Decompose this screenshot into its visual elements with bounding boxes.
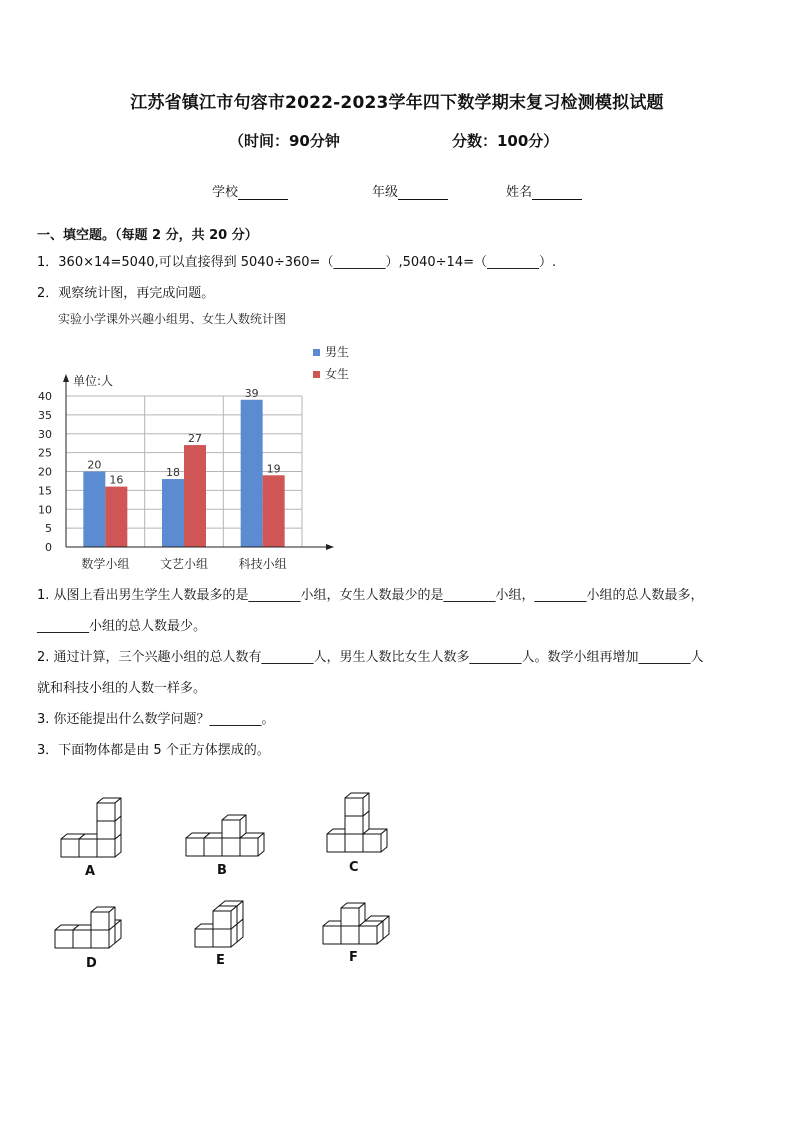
figure-label: B [217, 863, 227, 878]
chart-unit-label: 单位:人 [73, 374, 114, 388]
y-tick-label: 25 [38, 446, 52, 460]
school-label: 学校 [212, 185, 239, 200]
cube-front-face [323, 926, 341, 944]
cube-front-face [97, 803, 115, 821]
question-1: 1．360×14=5040,可以直接得到 5040÷360=（________）,5040÷14=（________）. [37, 255, 557, 270]
y-tick-label: 0 [45, 541, 52, 554]
bar [162, 479, 184, 547]
x-axis-arrow [326, 544, 334, 550]
question-2-sub1-line2: ________小组的总人数最少。 [37, 619, 207, 634]
cube-front-face [222, 838, 240, 856]
bar [105, 487, 127, 547]
bar [184, 445, 206, 547]
cube-front-face [55, 930, 73, 948]
cube-front-face [213, 911, 231, 929]
cube-front-face [91, 930, 109, 948]
y-tick-label: 10 [38, 503, 52, 517]
data-label: 19 [266, 462, 281, 476]
x-tick-label: 数学小组 [81, 557, 130, 571]
grade-label: 年级 [372, 185, 399, 200]
grade-field [372, 181, 448, 200]
cube-front-face [341, 908, 359, 926]
school-field [212, 181, 288, 200]
figure-label: E [216, 953, 225, 968]
bar-chart [30, 305, 370, 580]
cube-figure [323, 903, 389, 944]
data-label: 20 [87, 458, 102, 472]
question-2-sub3: 3. 你还能提出什么数学问题？________。 [37, 712, 275, 727]
cube-figure [55, 907, 121, 948]
page-title: 江苏省镇江市句容市2022-2023学年四下数学期末复习检测模拟试题 [130, 93, 664, 113]
cube-front-face [91, 912, 109, 930]
bar [263, 475, 285, 547]
cube-front-face [341, 926, 359, 944]
cube-figure [61, 798, 121, 857]
data-label: 39 [244, 386, 259, 400]
question-2-sub2-line1: 2. 通过计算，三个兴趣小组的总人数有________人，男生人数比女生人数多________人。数学小组再增加________人 [37, 650, 704, 665]
question-2-sub1-line1: 1. 从图上看出男生学生人数最多的是________小组，女生人数最少的是________小组，________小组的总人数最多， [37, 588, 704, 603]
cube-front-face [359, 926, 377, 944]
data-label: 18 [166, 466, 180, 480]
grade-blank[interactable] [398, 185, 448, 200]
chart-title: 实验小学课外兴趣小组男、女生人数统计图 [58, 312, 287, 326]
figure-label: A [85, 864, 96, 879]
legend-label: 女生 [325, 367, 350, 381]
data-label: 27 [188, 432, 202, 446]
cube-front-face [327, 834, 345, 852]
y-tick-label: 15 [38, 484, 52, 498]
y-tick-label: 20 [38, 465, 52, 479]
exam-score: 分数：100分） [452, 132, 559, 150]
cube-front-face [363, 834, 381, 852]
chart-bars [83, 387, 284, 547]
figure-label: D [86, 956, 97, 971]
name-label: 姓名 [506, 185, 533, 200]
cube-front-face [97, 839, 115, 857]
cube-front-face [97, 821, 115, 839]
cube-figure [195, 901, 243, 947]
cube-front-face [222, 820, 240, 838]
cube-front-face [345, 798, 363, 816]
cube-front-face [345, 834, 363, 852]
legend-swatch [313, 349, 320, 356]
y-axis-arrow [63, 374, 69, 382]
cube-figure [327, 793, 387, 852]
y-tick-label: 40 [38, 390, 52, 403]
bar [241, 400, 263, 547]
cube-figures [40, 780, 420, 980]
cube-figure [186, 815, 264, 856]
cube-front-face [240, 838, 258, 856]
cube-front-face [79, 839, 97, 857]
cube-front-face [195, 929, 213, 947]
cube-front-face [73, 930, 91, 948]
question-3: 3．下面物体都是由 5 个正方体摆成的。 [37, 743, 270, 758]
figure-label: C [349, 860, 359, 875]
x-tick-label: 文艺小组 [159, 557, 209, 571]
legend-label: 男生 [325, 345, 350, 359]
chart-legend [313, 344, 349, 381]
figure-label: F [349, 950, 358, 965]
x-tick-label: 科技小组 [238, 557, 287, 571]
exam-time: （时间：90分钟 [229, 132, 340, 150]
section-heading: 一、填空题。（每题 2 分，共 20 分） [37, 228, 258, 243]
legend-swatch [313, 371, 320, 378]
cube-front-face [345, 816, 363, 834]
cube-front-face [186, 838, 204, 856]
y-tick-label: 30 [38, 427, 52, 441]
name-blank[interactable] [532, 185, 582, 200]
cube-front-face [204, 838, 222, 856]
school-blank[interactable] [238, 185, 288, 200]
question-2-intro: 2．观察统计图，再完成问题。 [37, 286, 215, 301]
y-tick-label: 5 [45, 522, 52, 536]
bar [83, 472, 105, 548]
data-label: 16 [109, 473, 124, 487]
y-tick-label: 35 [38, 408, 52, 422]
cube-front-face [213, 929, 231, 947]
question-2-sub2-line2: 就和科技小组的人数一样多。 [37, 681, 207, 696]
name-field [506, 181, 582, 200]
cube-front-face [61, 839, 79, 857]
